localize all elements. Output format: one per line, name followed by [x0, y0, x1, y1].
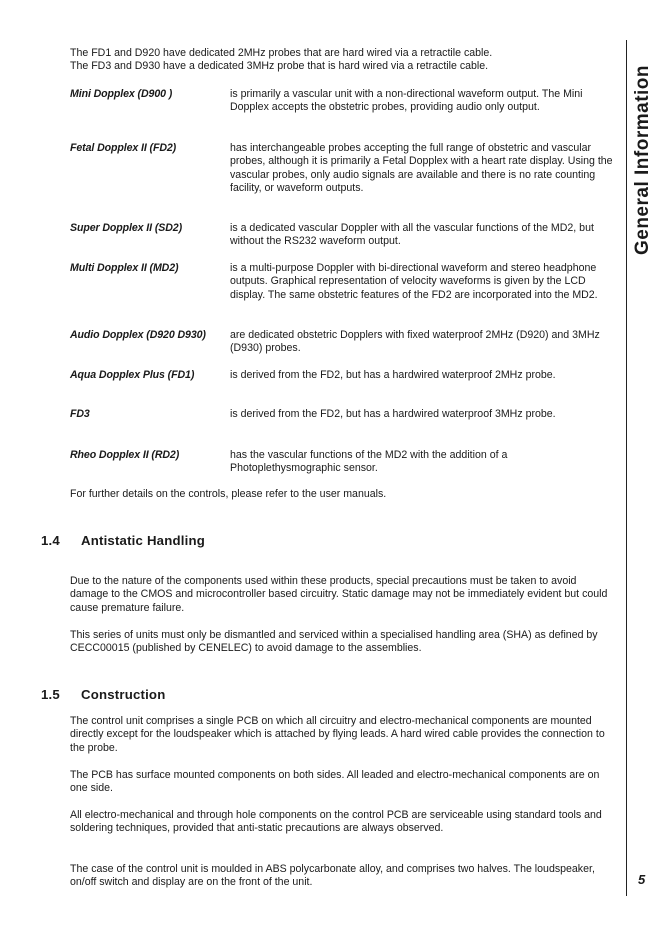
model-name: Super Dopplex II (SD2)	[70, 222, 182, 234]
model-name: Rheo Dopplex II (RD2)	[70, 449, 180, 461]
section-title: Construction	[81, 687, 166, 702]
section-number: 1.4	[41, 533, 60, 548]
model-name: Mini Dopplex (D900 )	[70, 88, 173, 100]
model-name: Aqua Dopplex Plus (FD1)	[70, 369, 195, 381]
sidebar-divider	[626, 40, 627, 896]
model-description: is a dedicated vascular Doppler with all the vascular functions of the MD2, but without the RS232 waveform output.	[230, 222, 594, 248]
model-name: FD3	[70, 408, 90, 420]
model-name: Fetal Dopplex II (FD2)	[70, 142, 177, 154]
model-name: Audio Dopplex (D920 D930)	[70, 329, 206, 341]
sidebar-chapter-title: General Information	[632, 64, 653, 256]
intro-line: The FD1 and D920 have dedicated 2MHz probes that are hard wired via a retractile cable.	[70, 47, 493, 59]
section-heading-antistatic	[41, 533, 205, 549]
section-heading-construction	[41, 687, 165, 703]
paragraph: The control unit comprises a single PCB on which all circuitry and electro-mechanical components are mounted directly except for the loudspeaker which is attached by flying leads. A hard wired cable provides the connection to the probe.	[70, 715, 605, 754]
section-title: Antistatic Handling	[81, 533, 205, 548]
model-description: is derived from the FD2, but has a hardwired waterproof 3MHz probe.	[230, 408, 556, 420]
model-description: is primarily a vascular unit with a non-directional waveform output. The Mini Dopplex accepts the obstetric probes, providing audio only output.	[230, 88, 583, 114]
page-number: 5	[638, 872, 646, 887]
intro-line: The FD3 and D930 have a dedicated 3MHz probe that is hard wired via a retractile cable.	[70, 60, 489, 73]
intro-text	[70, 47, 615, 74]
model-description: has interchangeable probes accepting the full range of obstetric and vascular probes, although it is primarily a Fetal Dopplex with a heart rate display. Using the vascular probes, only audio signals are available and there is no rate counting facility, or waveform outputs.	[230, 142, 613, 195]
model-description: is a multi-purpose Doppler with bi-directional waveform and stereo headphone outputs. Graphical representation of velocity waveforms is given by the LCD display. The same obstetric features of the FD2 are incorporated into the MD2.	[230, 262, 598, 301]
model-description: is derived from the FD2, but has a hardwired waterproof 2MHz probe.	[230, 369, 556, 381]
paragraph: The PCB has surface mounted components on both sides. All leaded and electro-mechanical components are on one side.	[70, 769, 600, 795]
paragraph: Due to the nature of the components used within these products, special precautions must be taken to avoid damage to the CMOS and microcontroller based circuitry. Static damage may not be immediately evident but could cause premature failure.	[70, 575, 608, 614]
model-name: Multi Dopplex II (MD2)	[70, 262, 179, 274]
further-details-text: For further details on the controls, please refer to the user manuals.	[70, 488, 387, 500]
paragraph: The case of the control unit is moulded in ABS polycarbonate alloy, and comprises two halves. The loudspeaker, on/off switch and display are on the front of the unit.	[70, 863, 595, 889]
model-description: are dedicated obstetric Dopplers with fixed waterproof 2MHz (D920) and 3MHz (D930) probes.	[230, 329, 600, 355]
model-description: has the vascular functions of the MD2 with the addition of a Photoplethysmographic sensor.	[230, 449, 508, 475]
paragraph: All electro-mechanical and through hole components on the control PCB are serviceable using standard tools and soldering techniques, provided that anti-static precautions are always observed.	[70, 809, 602, 835]
section-number: 1.5	[41, 687, 60, 702]
paragraph: This series of units must only be dismantled and serviced within a specialised handling area (SHA) as defined by CECC00015 (published by CENELEC) to avoid damage to the assemblies.	[70, 629, 598, 655]
